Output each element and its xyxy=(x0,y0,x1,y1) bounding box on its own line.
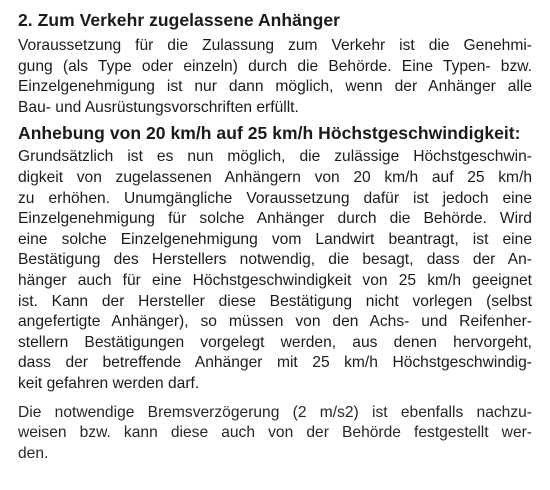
text-line: Einzelgenehmigung ist nur dann möglich, wenn der Anhänger alle xyxy=(18,78,532,96)
text-line: eine solche Einzelgenehmigung vom Landwirt beantragt, ist eine xyxy=(18,230,532,248)
text-line: Einzelgenehmigung für solche Anhänger durch die Behörde. Wird xyxy=(18,210,532,228)
text-line: stellern Bestätigungen vorgelegt werden, aus denen hervorgeht, xyxy=(18,333,532,351)
text-line: angefertigte Anhänger), so müssen von den Achs- und Reifenher- xyxy=(18,313,532,331)
subheading: Anhebung von 20 km/h auf 25 km/h Höchstgeschwindigkeit: xyxy=(18,123,521,144)
text-line: zu erhöhen. Unumgängliche Voraussetzung dafür ist jedoch eine xyxy=(18,189,532,207)
text-line: Die notwendige Bremsverzögerung (2 m/s2) ist ebenfalls nachzu- xyxy=(18,403,532,421)
paragraph-anhebung xyxy=(18,147,532,394)
text-line: Voraussetzung für die Zulassung zum Verkehr ist die Genehmi- xyxy=(18,37,532,54)
paragraph-bremsverzoegerung xyxy=(18,403,532,465)
text-line: weisen bzw. kann diese auch von der Behörde festgestellt wer- xyxy=(18,424,532,442)
text-line: hänger auch für eine Höchstgeschwindigkeit von 25 km/h geeignet xyxy=(18,271,532,289)
text-line: digkeit von zugelassenen Anhängern von 20 km/h auf 25 km/h xyxy=(18,168,532,186)
text-line: Grundsätzlich ist es nun möglich, die zulässige Höchstgeschwin- xyxy=(18,148,532,166)
paragraph-zulassung xyxy=(18,36,532,118)
text-line: keit gefahren werden darf. xyxy=(18,374,200,392)
text-line: Bau- und Ausrüstungsvorschriften erfüllt. xyxy=(18,98,299,116)
text-line: Bestätigung des Herstellers notwendig, die besagt, dass der An- xyxy=(18,251,532,269)
text-line: gung (als Type oder einzeln) durch die Behörde. Eine Typen- bzw. xyxy=(18,57,532,75)
text-line: dass der betreffende Anhänger mit 25 km/h Höchstgeschwindig- xyxy=(18,354,532,372)
section-heading: 2. Zum Verkehr zugelassene Anhänger xyxy=(18,10,341,30)
text-line: den. xyxy=(18,444,49,462)
text-line: ist. Kann der Hersteller diese Bestätigung nicht vorlegen (selbst xyxy=(18,292,532,310)
